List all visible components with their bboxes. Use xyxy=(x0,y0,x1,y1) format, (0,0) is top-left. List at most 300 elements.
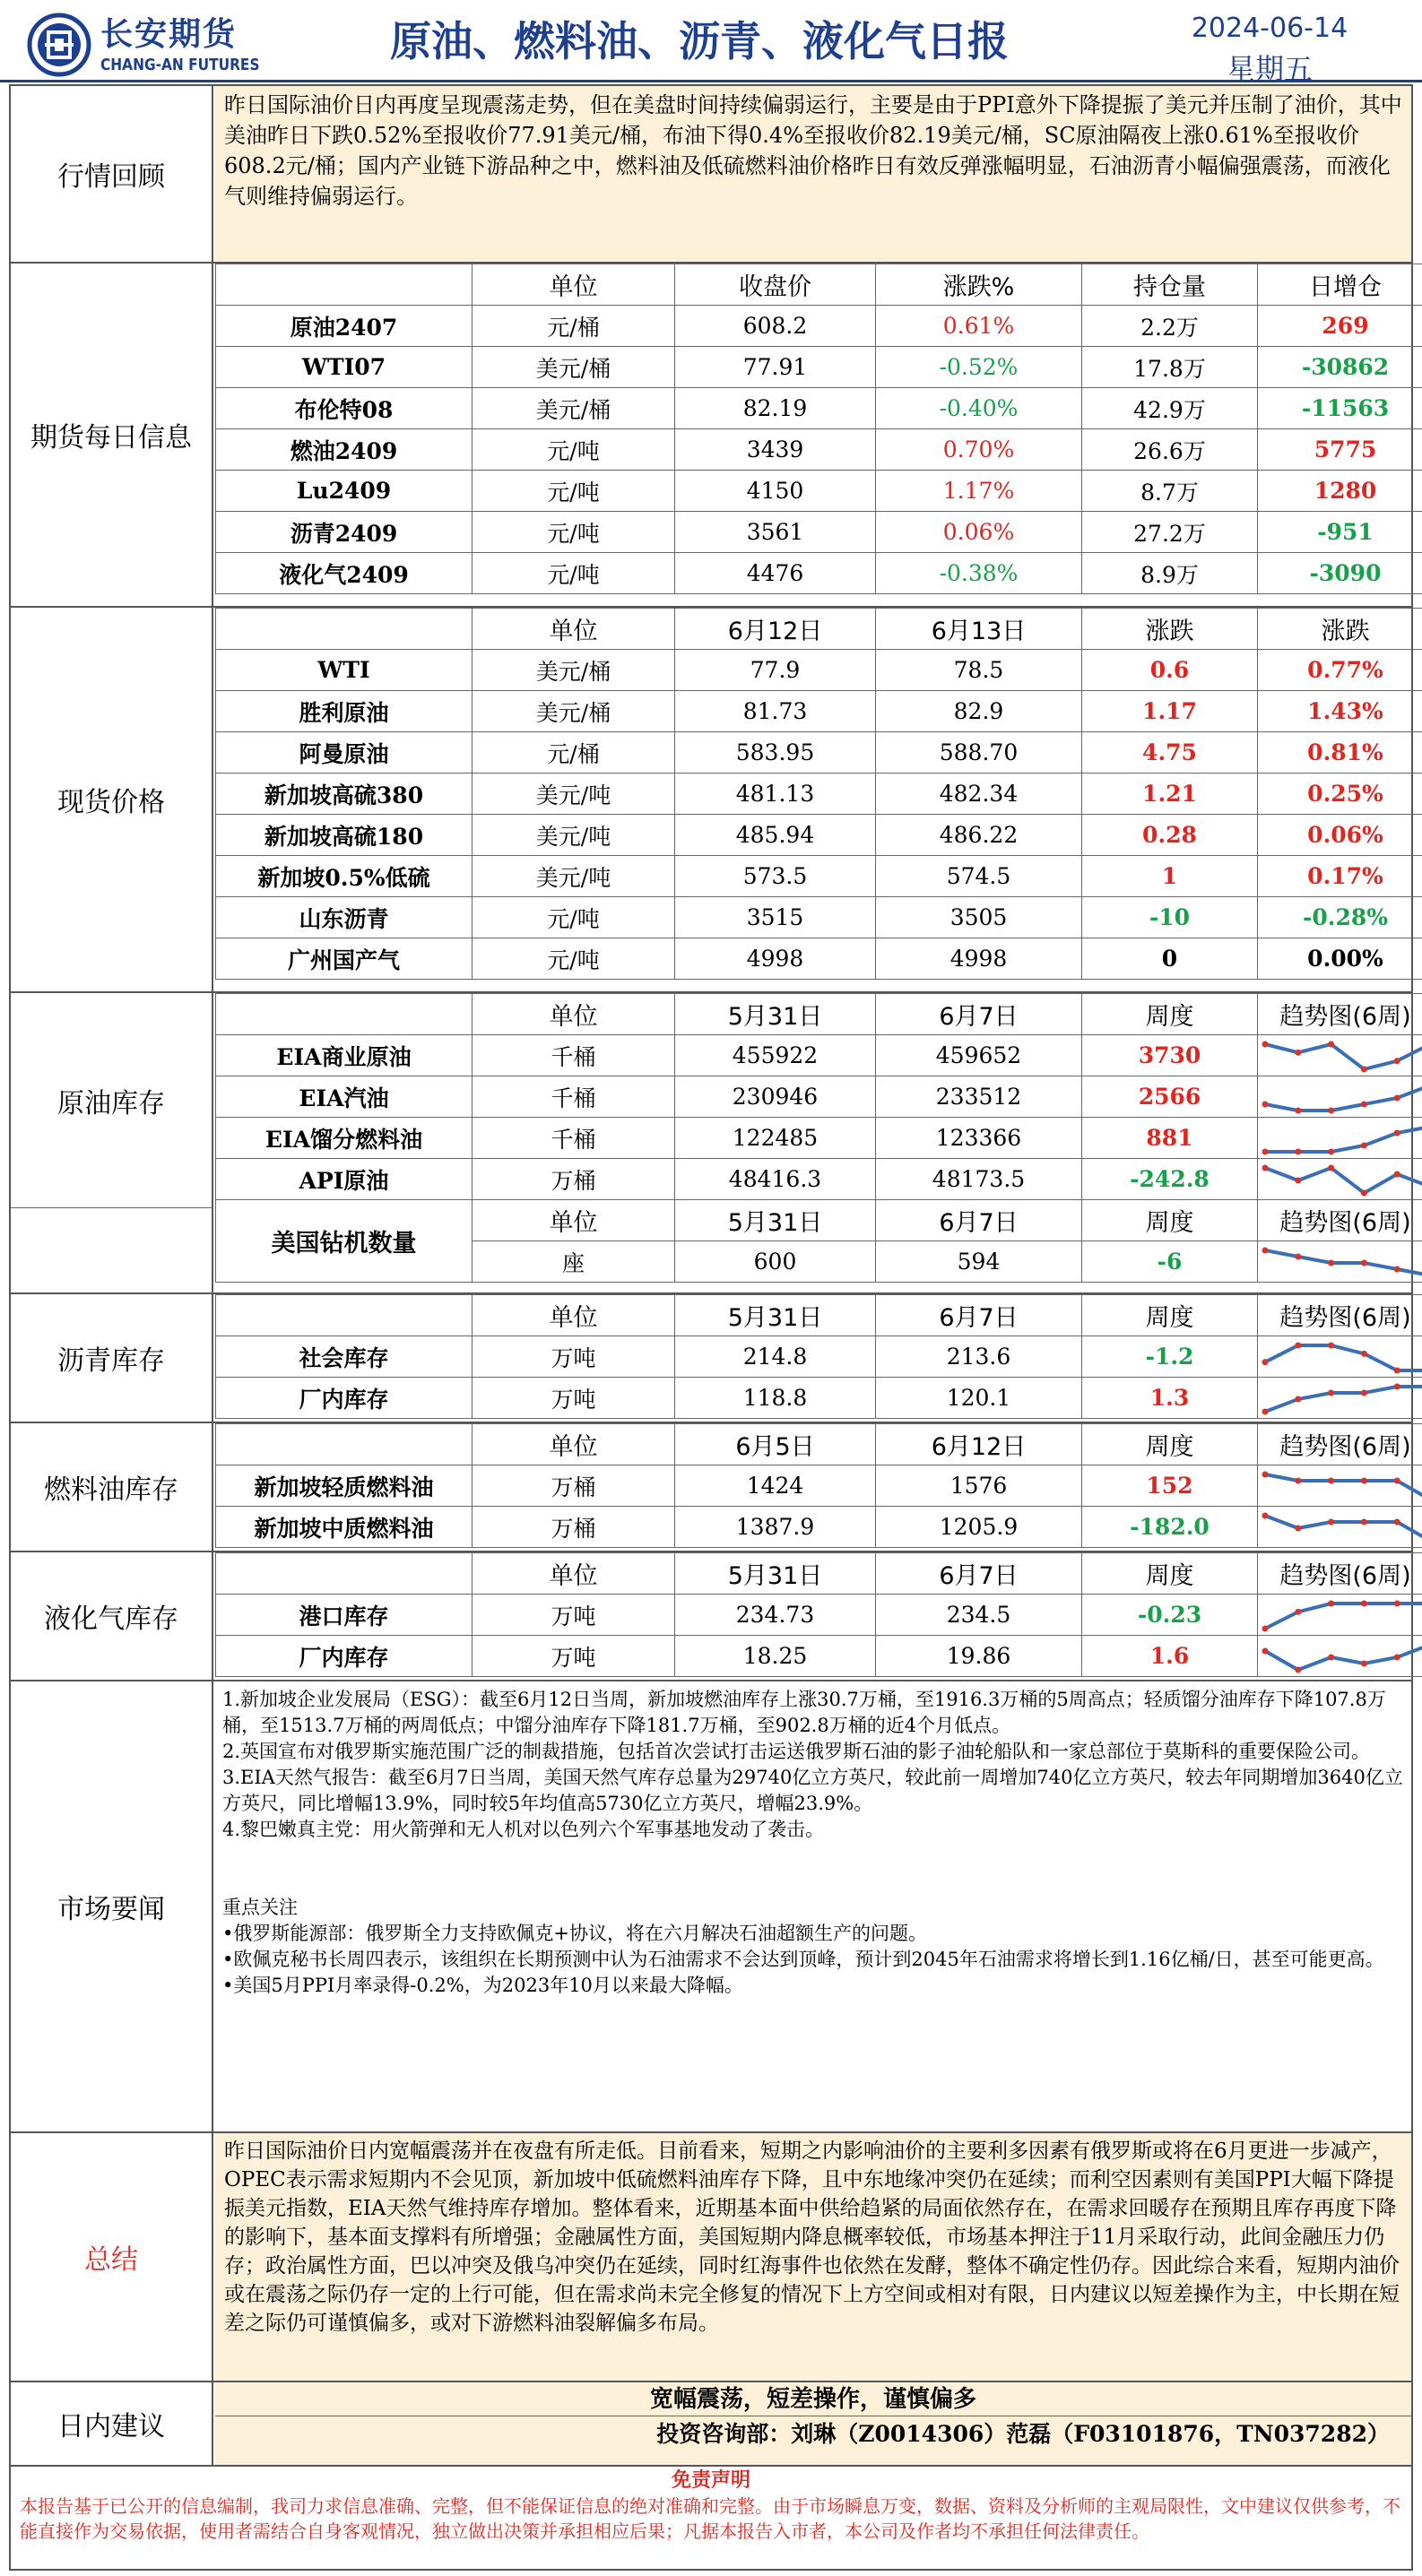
unit-cell: 元/吨 xyxy=(473,938,675,980)
open-interest-cell: 2.2万 xyxy=(1082,306,1258,347)
column-header xyxy=(216,264,473,306)
column-header: 6月7日 xyxy=(876,1295,1082,1336)
item-name: 厂内库存 xyxy=(216,1636,473,1677)
fuel-oil-inventory-label: 燃料油库存 xyxy=(11,1423,213,1551)
value-prev-cell: 1424 xyxy=(675,1465,876,1507)
trend-point xyxy=(1295,1609,1301,1615)
trend-cell xyxy=(1258,1159,1422,1200)
column-header: 6月13日 xyxy=(876,609,1082,650)
trend-sparkline xyxy=(1258,1340,1422,1376)
value-prev-cell: 18.25 xyxy=(675,1636,876,1677)
trend-cell xyxy=(1258,1507,1422,1548)
change-pct-cell: 0.00% xyxy=(1258,938,1422,980)
oi-change-cell: 5775 xyxy=(1258,429,1422,471)
column-header: 趋势图(6周) xyxy=(1258,1200,1422,1241)
trend-point xyxy=(1361,1190,1367,1197)
value-curr-cell: 213.6 xyxy=(876,1336,1082,1378)
unit-cell: 美元/吨 xyxy=(473,856,675,897)
change-pct-cell: 0.25% xyxy=(1258,774,1422,815)
value-prev-cell: 1387.9 xyxy=(675,1507,876,1548)
table-row xyxy=(216,388,1422,429)
change-pct-cell: 0.06% xyxy=(876,512,1082,553)
weekly-change-cell: 2566 xyxy=(1082,1076,1258,1118)
price-day1-cell: 481.13 xyxy=(675,774,876,815)
change-cell: 0.6 xyxy=(1082,650,1258,691)
column-header: 周度 xyxy=(1082,994,1258,1035)
price-day1-cell: 77.9 xyxy=(675,650,876,691)
unit-cell: 元/吨 xyxy=(473,553,675,594)
summary-section xyxy=(9,2133,1413,2382)
advice-body xyxy=(215,2382,1411,2465)
trend-point xyxy=(1361,1661,1367,1667)
trend-point xyxy=(1328,1108,1334,1114)
trend-line xyxy=(1265,1387,1422,1412)
trend-sparkline xyxy=(1258,1510,1422,1546)
asphalt-inventory-label: 沥青库存 xyxy=(11,1294,213,1422)
change-cell: 1.21 xyxy=(1082,774,1258,815)
value-curr-cell: 234.5 xyxy=(876,1595,1082,1636)
value-prev-cell: 455922 xyxy=(675,1035,876,1076)
table-row xyxy=(216,691,1422,732)
trend-point xyxy=(1361,1390,1367,1396)
market-review-section xyxy=(9,84,1413,264)
table-header-row xyxy=(216,264,1422,306)
unit-cell: 万桶 xyxy=(473,1507,675,1548)
trend-point xyxy=(1361,1351,1367,1357)
oi-change-cell: 1280 xyxy=(1258,471,1422,512)
value-prev-cell: 600 xyxy=(675,1241,876,1283)
column-header: 趋势图(6周) xyxy=(1258,1424,1422,1465)
unit-cell: 美元/吨 xyxy=(473,815,675,856)
column-header: 单位 xyxy=(473,1424,675,1465)
trend-point xyxy=(1361,1601,1367,1607)
trend-point xyxy=(1361,1067,1367,1073)
company-name-cn: 长安期货 xyxy=(100,16,238,53)
futures-table xyxy=(215,264,1422,594)
column-header: 6月12日 xyxy=(876,1424,1082,1465)
value-prev-cell: 230946 xyxy=(675,1076,876,1118)
table-row xyxy=(216,347,1422,388)
column-header: 6月7日 xyxy=(876,994,1082,1035)
column-header: 涨跌 xyxy=(1082,609,1258,650)
unit-cell: 万吨 xyxy=(473,1595,675,1636)
table-row xyxy=(216,1465,1422,1507)
trend-point xyxy=(1262,1165,1269,1171)
column-header: 单位 xyxy=(473,609,675,650)
trend-point xyxy=(1361,1143,1367,1149)
price-day2-cell: 588.70 xyxy=(876,732,1082,774)
open-interest-cell: 8.7万 xyxy=(1082,471,1258,512)
trend-cell xyxy=(1258,1118,1422,1159)
table-row xyxy=(216,1336,1422,1378)
weekly-change-cell: 152 xyxy=(1082,1465,1258,1507)
table-row xyxy=(216,1507,1422,1548)
summary-text: 昨日国际油价日内宽幅震荡并在夜盘有所走低。目前看来，短期之内影响油价的主要利多因素有俄罗斯或将在6月更进一步减产，OPEC表示需求短期内不会见顶，新加坡中低硫燃料油库存下降，且中东地缘冲突仍在延续；而利空因素则有美国PPI大幅下降提振美元指数，EIA天然气维持库存增加。整体看来，近期基本面中供给趋紧的局面依然存在，在需求回暖存在预期且库存再度下降的影响下，基本面支撑料有所增强；金融属性方面，美国短期内降息概率较低，市场基本押注于11月采取行动，此间金融压力仍存；政治属性方面，巴以冲突及俄乌冲突仍在延续，同时红海事件也依然在发酵，整体不确定性仍存。因此综合来看，短期内油价或在震荡之际仍存一定的上行可能，但在需求尚未完全修复的情况下上方空间或相对有限，日内建议以短差操作为主，中长期在短差之际仍可谨慎偏多，或对下游燃料油裂解偏多布局。 xyxy=(215,2133,1411,2381)
contract-name: 原油2407 xyxy=(216,306,473,347)
trend-sparkline xyxy=(1258,1598,1422,1634)
table-row xyxy=(216,774,1422,815)
weekly-change-cell: -6 xyxy=(1082,1241,1258,1283)
focus-item: •俄罗斯能源部：俄罗斯全力支持欧佩克+协议，将在六月解决石油超额生产的问题。 xyxy=(222,1923,927,1944)
table-row xyxy=(216,650,1422,691)
value-curr-cell: 120.1 xyxy=(876,1378,1082,1419)
product-name: 新加坡高硫380 xyxy=(216,774,473,815)
close-price-cell: 77.91 xyxy=(675,347,876,388)
news-section xyxy=(9,1681,1413,2133)
table-row xyxy=(216,1118,1422,1159)
table-header-row xyxy=(216,1553,1422,1595)
oi-change-cell: 269 xyxy=(1258,306,1422,347)
trend-cell xyxy=(1258,1241,1422,1283)
column-header: 单位 xyxy=(473,1200,675,1241)
price-day1-cell: 573.5 xyxy=(675,856,876,897)
item-name: 新加坡中质燃料油 xyxy=(216,1507,473,1548)
trend-point xyxy=(1328,1260,1334,1266)
table-row xyxy=(216,938,1422,980)
trend-point xyxy=(1262,1359,1269,1365)
trend-point xyxy=(1262,1248,1269,1254)
column-header xyxy=(216,1295,473,1336)
close-price-cell: 608.2 xyxy=(675,306,876,347)
futures-label: 期货每日信息 xyxy=(11,264,213,606)
price-day2-cell: 3505 xyxy=(876,897,1082,938)
unit-cell: 元/吨 xyxy=(473,471,675,512)
trend-point xyxy=(1262,1472,1269,1478)
trend-sparkline xyxy=(1258,1080,1422,1116)
trend-point xyxy=(1361,1102,1367,1108)
trend-point xyxy=(1295,1254,1301,1260)
table-header-row xyxy=(216,994,1422,1035)
spot-label: 现货价格 xyxy=(11,608,213,991)
item-name: API原油 xyxy=(216,1159,473,1200)
close-price-cell: 82.19 xyxy=(675,388,876,429)
price-day2-cell: 482.34 xyxy=(876,774,1082,815)
change-pct-cell: 0.70% xyxy=(876,429,1082,471)
value-prev-cell: 234.73 xyxy=(675,1595,876,1636)
open-interest-cell: 42.9万 xyxy=(1082,388,1258,429)
trend-point xyxy=(1262,1102,1269,1108)
table-row xyxy=(216,512,1422,553)
weekly-change-cell: 3730 xyxy=(1082,1035,1258,1076)
value-prev-cell: 48416.3 xyxy=(675,1159,876,1200)
change-pct-cell: -0.28% xyxy=(1258,897,1422,938)
trend-point xyxy=(1394,1130,1400,1137)
item-name: 社会库存 xyxy=(216,1336,473,1378)
trend-line xyxy=(1265,1345,1422,1370)
column-header: 涨跌% xyxy=(876,264,1082,306)
trend-cell xyxy=(1258,1035,1422,1076)
unit-cell: 万吨 xyxy=(473,1636,675,1677)
lpg-inventory-label: 液化气库存 xyxy=(11,1552,213,1680)
contract-name: 布伦特08 xyxy=(216,388,473,429)
column-header: 周度 xyxy=(1082,1424,1258,1465)
unit-cell: 万吨 xyxy=(473,1378,675,1419)
report-weekday: 星期五 xyxy=(1226,52,1313,86)
close-price-cell: 4150 xyxy=(675,471,876,512)
table-header-row xyxy=(216,1424,1422,1465)
table-row xyxy=(216,1159,1422,1200)
trend-point xyxy=(1295,1478,1301,1484)
value-curr-cell: 19.86 xyxy=(876,1636,1082,1677)
trend-point xyxy=(1262,1626,1269,1632)
price-day2-cell: 574.5 xyxy=(876,856,1082,897)
trend-point xyxy=(1394,1384,1400,1390)
column-header: 周度 xyxy=(1082,1295,1258,1336)
advice-label: 日内建议 xyxy=(11,2382,213,2465)
product-name: 广州国产气 xyxy=(216,938,473,980)
column-header: 周度 xyxy=(1082,1553,1258,1595)
change-pct-cell: -0.40% xyxy=(876,388,1082,429)
column-header: 5月31日 xyxy=(675,1200,876,1241)
trend-cell xyxy=(1258,1378,1422,1419)
trend-point xyxy=(1361,1478,1367,1484)
rig-count-header-row xyxy=(216,1200,1422,1241)
trend-cell xyxy=(1258,1336,1422,1378)
weekly-change-cell: 1.6 xyxy=(1082,1636,1258,1677)
news-gap xyxy=(222,1843,1404,1895)
price-day1-cell: 583.95 xyxy=(675,732,876,774)
contract-name: WTI07 xyxy=(216,347,473,388)
price-day1-cell: 485.94 xyxy=(675,815,876,856)
trend-point xyxy=(1262,1648,1269,1655)
column-header: 趋势图(6周) xyxy=(1258,1295,1422,1336)
column-header: 5月31日 xyxy=(675,994,876,1035)
unit-cell: 美元/桶 xyxy=(473,388,675,429)
column-header: 5月31日 xyxy=(675,1295,876,1336)
unit-cell: 座 xyxy=(473,1241,675,1283)
disclaimer-text: 本报告基于已公开的信息编制，我司力求信息准确、完整，但不能保证信息的绝对准确和完整。由于市场瞬息万变，数据、资料及分析师的主观局限性，文中建议仅供参考，不能直接作为交易依据，使用者需结合自身客观情况，独立做出决策并承担相应后果；凡据本报告入市者，本公司及作者均不承担任何法律责任。 xyxy=(20,2495,1400,2542)
spot-table xyxy=(215,608,1422,980)
lpg-inventory-table xyxy=(215,1552,1422,1677)
trend-point xyxy=(1295,1108,1301,1114)
weekly-change-cell: -242.8 xyxy=(1082,1159,1258,1200)
column-header: 5月31日 xyxy=(675,1553,876,1595)
trend-point xyxy=(1328,1343,1334,1349)
change-pct-cell: 1.17% xyxy=(876,471,1082,512)
weekly-change-cell: 1.3 xyxy=(1082,1378,1258,1419)
contract-name: 沥青2409 xyxy=(216,512,473,553)
change-pct-cell: 0.81% xyxy=(1258,732,1422,774)
column-header: 6月7日 xyxy=(876,1553,1082,1595)
table-row xyxy=(216,1035,1422,1076)
column-header xyxy=(216,1553,473,1595)
trend-point xyxy=(1394,1058,1400,1064)
value-curr-cell: 594 xyxy=(876,1241,1082,1283)
change-pct-cell: 0.61% xyxy=(876,306,1082,347)
trend-point xyxy=(1295,1526,1301,1532)
contract-name: 液化气2409 xyxy=(216,553,473,594)
table-row xyxy=(216,815,1422,856)
column-header: 6月5日 xyxy=(675,1424,876,1465)
change-pct-cell: 0.06% xyxy=(1258,815,1422,856)
trend-point xyxy=(1361,1260,1367,1266)
report-title: 原油、燃料油、沥青、液化气日报 xyxy=(390,17,1009,65)
item-name: 港口库存 xyxy=(216,1595,473,1636)
price-day2-cell: 4998 xyxy=(876,938,1082,980)
fuel-oil-inventory-section xyxy=(9,1423,1413,1552)
price-day2-cell: 78.5 xyxy=(876,650,1082,691)
trend-point xyxy=(1295,1178,1301,1184)
change-pct-cell: -0.38% xyxy=(876,553,1082,594)
weekly-change-cell: -182.0 xyxy=(1082,1507,1258,1548)
change-cell: 0.28 xyxy=(1082,815,1258,856)
item-name: EIA汽油 xyxy=(216,1076,473,1118)
change-pct-cell: -0.52% xyxy=(876,347,1082,388)
market-review-label: 行情回顾 xyxy=(11,86,213,262)
column-header: 持仓量 xyxy=(1082,264,1258,306)
unit-cell: 美元/桶 xyxy=(473,691,675,732)
trend-point xyxy=(1394,1266,1400,1273)
value-curr-cell: 48173.5 xyxy=(876,1159,1082,1200)
trend-point xyxy=(1328,1601,1334,1607)
trend-cell xyxy=(1258,1465,1422,1507)
focus-item: •欧佩克秘书长周四表示，该组织在长期预测中认为石油需求不会达到顶峰，预计到2045年石油需求将增长到1.16亿桶/日，甚至可能更高。 xyxy=(222,1949,1384,1970)
item-name: 新加坡轻质燃料油 xyxy=(216,1465,473,1507)
focus-item: •美国5月PPI月率录得-0.2%，为2023年10月以来最大降幅。 xyxy=(222,1975,743,1996)
disclaimer-title: 免责声明 xyxy=(671,2468,750,2492)
trend-point xyxy=(1394,1655,1400,1661)
item-name: EIA商业原油 xyxy=(216,1035,473,1076)
trend-point xyxy=(1295,1343,1301,1349)
trend-point xyxy=(1295,1050,1301,1056)
unit-cell: 千桶 xyxy=(473,1118,675,1159)
weekly-change-cell: -1.2 xyxy=(1082,1336,1258,1378)
change-pct-cell: 0.77% xyxy=(1258,650,1422,691)
crude-inventory-label: 原油库存 xyxy=(11,993,213,1208)
company-name-en: CHANG-AN FUTURES xyxy=(100,56,260,74)
trend-cell xyxy=(1258,1636,1422,1677)
column-header xyxy=(216,609,473,650)
trend-point xyxy=(1394,1601,1400,1607)
close-price-cell: 3439 xyxy=(675,429,876,471)
trend-point xyxy=(1328,1519,1334,1526)
change-cell: -10 xyxy=(1082,897,1258,938)
unit-cell: 万桶 xyxy=(473,1159,675,1200)
change-pct-cell: 0.17% xyxy=(1258,856,1422,897)
report-header xyxy=(0,0,1422,86)
trend-point xyxy=(1328,1149,1334,1155)
change-cell: 1 xyxy=(1082,856,1258,897)
asphalt-inventory-table xyxy=(215,1294,1422,1419)
lpg-inventory-section xyxy=(9,1552,1413,1681)
trend-cell xyxy=(1258,1076,1422,1118)
trend-point xyxy=(1394,1095,1400,1102)
trend-point xyxy=(1262,1042,1269,1048)
news-item: 4.黎巴嫩真主党：用火箭弹和无人机对以色列六个军事基地发动了袭击。 xyxy=(222,1819,825,1840)
oi-change-cell: -951 xyxy=(1258,512,1422,553)
table-row xyxy=(216,1636,1422,1677)
rig-count-name: 美国钻机数量 xyxy=(216,1200,473,1283)
close-price-cell: 3561 xyxy=(675,512,876,553)
advice-section xyxy=(9,2382,1413,2467)
oi-change-cell: -11563 xyxy=(1258,388,1422,429)
crude-inventory-table xyxy=(215,993,1422,1283)
value-curr-cell: 1576 xyxy=(876,1465,1082,1507)
product-name: 阿曼原油 xyxy=(216,732,473,774)
trend-sparkline xyxy=(1258,1381,1422,1417)
price-day1-cell: 3515 xyxy=(675,897,876,938)
trend-sparkline xyxy=(1258,1469,1422,1505)
unit-cell: 千桶 xyxy=(473,1076,675,1118)
trend-point xyxy=(1262,1149,1269,1155)
unit-cell: 万吨 xyxy=(473,1336,675,1378)
price-day2-cell: 486.22 xyxy=(876,815,1082,856)
unit-cell: 元/吨 xyxy=(473,512,675,553)
trend-point xyxy=(1328,1478,1334,1484)
product-name: 胜利原油 xyxy=(216,691,473,732)
summary-label: 总结 xyxy=(11,2133,213,2381)
trend-point xyxy=(1394,1368,1400,1374)
trend-sparkline xyxy=(1258,1039,1422,1075)
column-header: 6月7日 xyxy=(876,1200,1082,1241)
column-header: 单位 xyxy=(473,994,675,1035)
crude-inventory-section xyxy=(9,993,1413,1294)
item-name: EIA馏分燃料油 xyxy=(216,1118,473,1159)
unit-cell: 美元/桶 xyxy=(473,347,675,388)
price-day1-cell: 4998 xyxy=(675,938,876,980)
column-header: 单位 xyxy=(473,1553,675,1595)
oi-change-cell: -3090 xyxy=(1258,553,1422,594)
table-row xyxy=(216,897,1422,938)
advice-analysts: 投资咨询部：刘琳（Z0014306）范磊（F03101876，TN037282） xyxy=(215,2416,1411,2465)
trend-point xyxy=(1295,1667,1301,1673)
item-name: 厂内库存 xyxy=(216,1378,473,1419)
trend-point xyxy=(1262,1409,1269,1415)
fuel-oil-inventory-table xyxy=(215,1423,1422,1548)
trend-cell xyxy=(1258,1595,1422,1636)
trend-point xyxy=(1328,1042,1334,1048)
product-name: 新加坡高硫180 xyxy=(216,815,473,856)
column-header: 收盘价 xyxy=(675,264,876,306)
rig-count-spacer xyxy=(11,1208,213,1294)
open-interest-cell: 8.9万 xyxy=(1082,553,1258,594)
unit-cell: 千桶 xyxy=(473,1035,675,1076)
trend-sparkline xyxy=(1258,1245,1422,1281)
table-row xyxy=(216,732,1422,774)
table-row xyxy=(216,1076,1422,1118)
table-header-row xyxy=(216,1295,1422,1336)
contract-name: 燃油2409 xyxy=(216,429,473,471)
table-row xyxy=(216,856,1422,897)
change-cell: 4.75 xyxy=(1082,732,1258,774)
product-name: 新加坡0.5%低硫 xyxy=(216,856,473,897)
column-header xyxy=(216,1424,473,1465)
open-interest-cell: 17.8万 xyxy=(1082,347,1258,388)
news-item: 3.EIA天然气报告：截至6月7日当周，美国天然气库存总量为29740亿立方英尺，较此前一周增加740亿立方英尺，较去年同期增加3640亿立方英尺，同比增幅13.9%，同时较5年均值高5730亿立方英尺，增幅23.9%。 xyxy=(222,1767,1403,1814)
value-prev-cell: 122485 xyxy=(675,1118,876,1159)
news-item: 1.新加坡企业发展局（ESG）：截至6月12日当周，新加坡燃油库存上涨30.7万桶，至1916.3万桶的5周高点；轻质馏分油库存下降107.8万桶，至1513.7万桶的两周低点；中馏分油库存下降181.7万桶，至902.8万桶的近4个月低点。 xyxy=(222,1689,1386,1736)
trend-sparkline xyxy=(1258,1639,1422,1675)
column-header: 6月12日 xyxy=(675,609,876,650)
unit-cell: 元/吨 xyxy=(473,897,675,938)
unit-cell: 元/桶 xyxy=(473,306,675,347)
table-row xyxy=(216,471,1422,512)
table-row xyxy=(216,306,1422,347)
value-curr-cell: 123366 xyxy=(876,1118,1082,1159)
column-header: 单位 xyxy=(473,264,675,306)
table-row xyxy=(216,429,1422,471)
trend-sparkline xyxy=(1258,1121,1422,1157)
focus-title: 重点关注 xyxy=(222,1897,298,1918)
trend-point xyxy=(1328,1165,1334,1171)
contract-name: Lu2409 xyxy=(216,471,473,512)
open-interest-cell: 27.2万 xyxy=(1082,512,1258,553)
trend-point xyxy=(1394,1519,1400,1526)
oi-change-cell: -30862 xyxy=(1258,347,1422,388)
value-curr-cell: 233512 xyxy=(876,1076,1082,1118)
weekly-change-cell: 881 xyxy=(1082,1118,1258,1159)
column-header: 单位 xyxy=(473,1295,675,1336)
